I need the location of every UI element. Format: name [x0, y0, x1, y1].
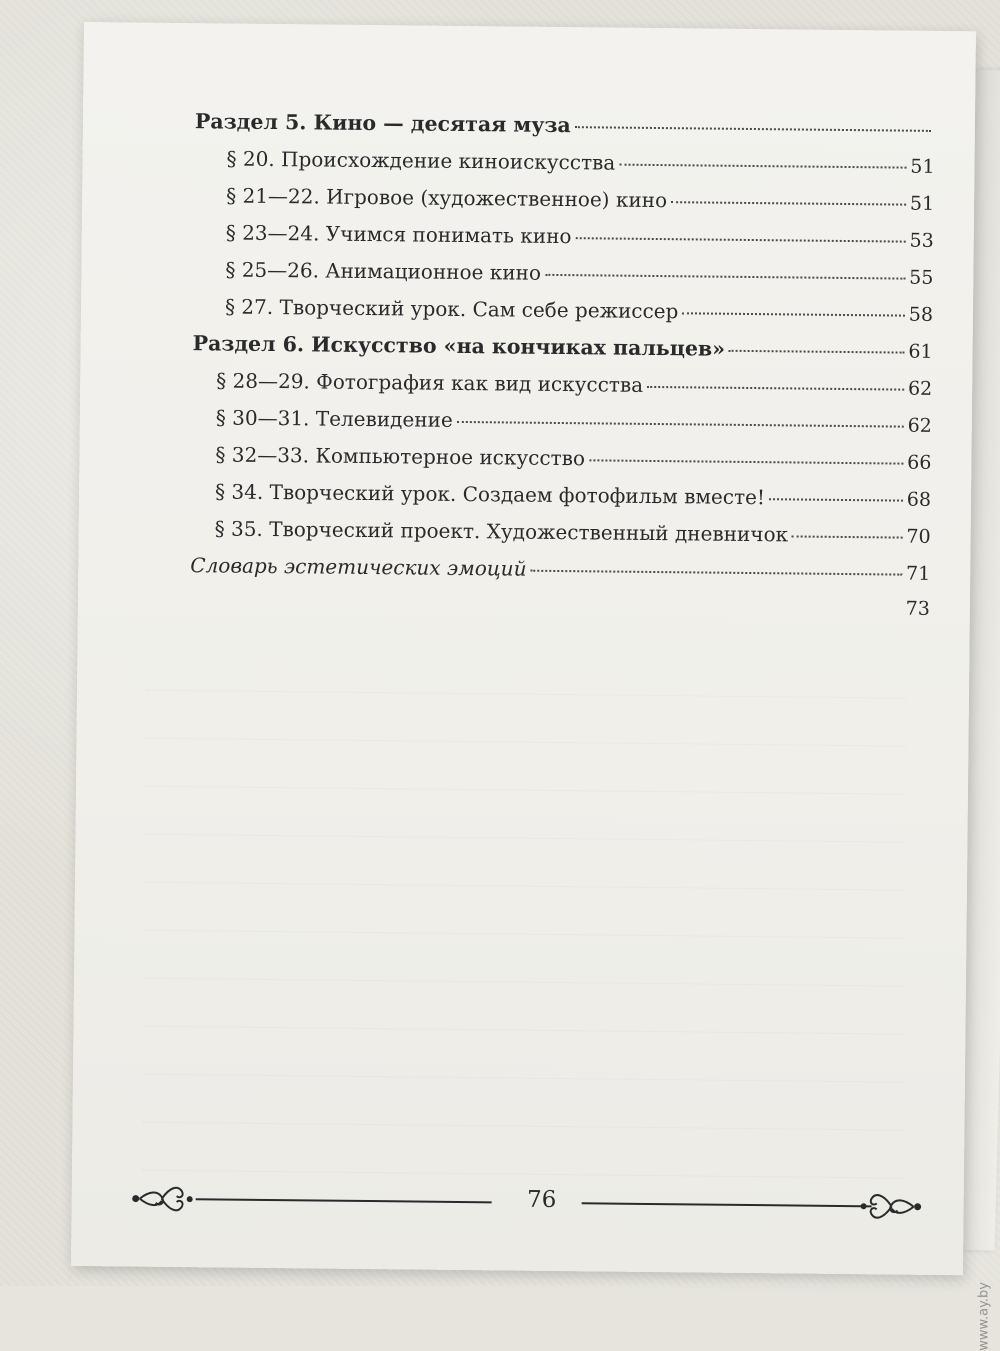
toc-entry-page: 51	[909, 192, 935, 215]
dot-leader	[457, 421, 904, 428]
toc-entry-page: 73	[905, 597, 931, 620]
toc-entry-page: 55	[909, 266, 934, 289]
toc-entry-title: § 30—31. Телевидение	[215, 405, 453, 432]
dot-leader	[589, 459, 903, 464]
toc-entry-page: 71	[905, 562, 931, 585]
show-through-text	[142, 643, 907, 1179]
footer-rule-left	[196, 1199, 492, 1202]
toc-entry-title: § 27. Творческий урок. Сам себе режиссер	[224, 294, 679, 324]
dot-leader	[619, 164, 906, 169]
dot-leader	[769, 498, 903, 501]
footer-rule-right	[582, 1203, 872, 1206]
dot-leader	[545, 274, 905, 280]
dot-leader	[575, 126, 931, 132]
toc-entry-page: 68	[906, 488, 932, 511]
page-number: 76	[526, 1186, 557, 1214]
toc-entry-page: 58	[908, 303, 934, 326]
dot-leader	[671, 201, 906, 205]
toc-entry-title: § 35. Творческий проект. Художественный дневничок	[214, 516, 789, 547]
toc-entry-page: 70	[906, 525, 931, 548]
toc-entry-page: 61	[908, 340, 933, 363]
dot-leader	[575, 237, 905, 242]
toc-entry-title: Раздел 6. Искусство «на кончиках пальцев»	[192, 331, 726, 361]
site-watermark: www.ay.by	[977, 1282, 992, 1351]
toc-entry-title: § 32—33. Компьютерное искусство	[215, 442, 586, 471]
table-of-contents	[190, 109, 935, 626]
toc-entry-title: § 21—22. Игровое (художественное) кино	[226, 183, 668, 213]
toc-entry-title: § 28—29. Фотография как вид искусства	[216, 368, 644, 397]
dot-leader	[194, 603, 902, 610]
dot-leader	[682, 312, 904, 316]
toc-entry-page: 66	[907, 451, 932, 474]
toc-entry-title: Раздел 5. Кино — десятая муза	[194, 109, 571, 138]
toc-entry-title: § 20. Происхождение киноискусства	[226, 146, 616, 175]
toc-entry-page: 51	[910, 155, 935, 178]
toc-entry-title: § 34. Творческий урок. Создаем фотофильм вместе!	[214, 479, 766, 510]
dot-leader	[729, 350, 904, 354]
page-footer	[131, 1173, 921, 1231]
toc-entry-page: 62	[907, 414, 932, 437]
toc-entry-page: 53	[909, 229, 934, 252]
toc-entry-page: 62	[907, 377, 933, 400]
toc-entry-title: § 25—26. Анимационное кино	[225, 257, 542, 285]
dot-leader	[647, 386, 904, 391]
toc-entry-title: Словарь эстетических эмоций	[190, 553, 527, 581]
dot-leader	[792, 535, 902, 538]
book-page	[71, 22, 976, 1275]
dot-leader	[531, 570, 903, 576]
toc-entry-title: § 23—24. Учимся понимать кино	[225, 220, 572, 249]
left-flourish-ornament-icon	[133, 1187, 192, 1210]
